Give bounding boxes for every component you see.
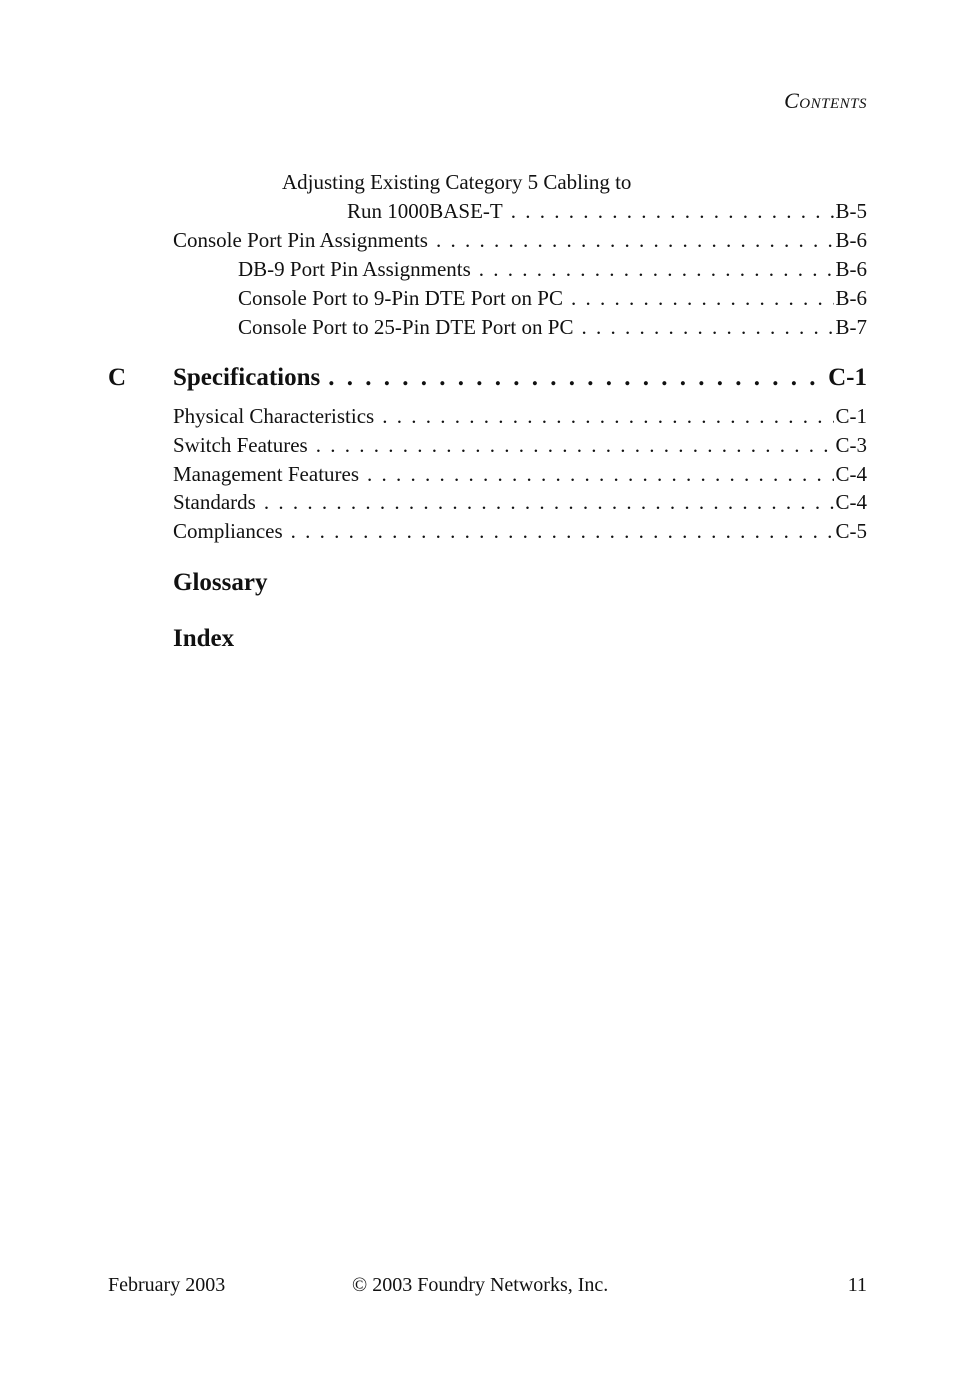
toc-entry-title: Standards — [173, 490, 256, 514]
leader-dots — [581, 314, 833, 340]
footer-copyright: © 2003 Foundry Networks, Inc. — [352, 1274, 609, 1296]
leader-dots — [571, 285, 834, 311]
toc-entry-physical[interactable] — [173, 403, 867, 429]
toc-entry-db9[interactable] — [238, 256, 867, 282]
toc-entry-title: Physical Characteristics — [173, 404, 375, 428]
toc-page-number: B-6 — [835, 228, 867, 252]
toc-entry-title: Console Port Pin Assignments — [173, 228, 428, 252]
toc-chapter-index[interactable]: Index — [173, 625, 235, 652]
toc-page-number: B-6 — [835, 286, 867, 310]
toc-page-number: C-1 — [828, 364, 867, 391]
leader-dots — [291, 518, 834, 544]
footer-page-number: 11 — [847, 1274, 867, 1296]
toc-entry-title: Management Features — [173, 462, 360, 486]
toc-page-number: B-7 — [835, 315, 867, 339]
toc-entry-title: Console Port to 9-Pin DTE Port on PC — [238, 286, 563, 310]
toc-entry-title: Switch Features — [173, 433, 308, 457]
running-header: Contents — [784, 88, 867, 113]
toc-entry-title: Run 1000BASE-T — [347, 199, 503, 223]
leader-dots — [511, 198, 834, 224]
toc-page-number: C-5 — [835, 519, 867, 543]
footer-date: February 2003 — [108, 1274, 226, 1296]
toc-entry-title: Console Port to 25-Pin DTE Port on PC — [238, 315, 574, 339]
leader-dots — [264, 489, 834, 515]
leader-dots — [436, 227, 834, 253]
toc-page-number: B-6 — [835, 257, 867, 281]
toc-entry-dte9[interactable] — [238, 285, 867, 311]
toc-entry-switch[interactable] — [173, 432, 867, 458]
toc-entry-adjusting-line1: Adjusting Existing Category 5 Cabling to — [282, 170, 632, 194]
toc-entry-adjusting[interactable] — [347, 198, 867, 224]
toc-chapter-specifications[interactable] — [173, 363, 867, 393]
toc-page-number: B-5 — [835, 199, 867, 223]
toc-chapter-title: Specifications — [173, 364, 321, 391]
toc-page-number: C-4 — [835, 462, 867, 486]
toc-entry-dte25[interactable] — [238, 314, 867, 340]
leader-dots — [316, 432, 834, 458]
toc-page-number: C-4 — [835, 490, 867, 514]
toc-entry-standards[interactable] — [173, 489, 867, 515]
toc-page-number: C-1 — [835, 404, 867, 428]
toc-entry-management[interactable] — [173, 461, 867, 487]
toc-entry-compliances[interactable] — [173, 518, 867, 544]
leader-dots — [382, 403, 833, 429]
leader-dots — [328, 363, 824, 393]
leader-dots — [479, 256, 834, 282]
toc-entry-title: Compliances — [173, 519, 283, 543]
toc-chapter-glossary[interactable]: Glossary — [173, 569, 268, 596]
toc-page-number: C-3 — [835, 433, 867, 457]
leader-dots — [367, 461, 833, 487]
toc-entry-console-pin[interactable] — [173, 227, 867, 253]
chapter-letter-c: C — [108, 364, 127, 391]
toc-entry-title: DB-9 Port Pin Assignments — [238, 257, 471, 281]
